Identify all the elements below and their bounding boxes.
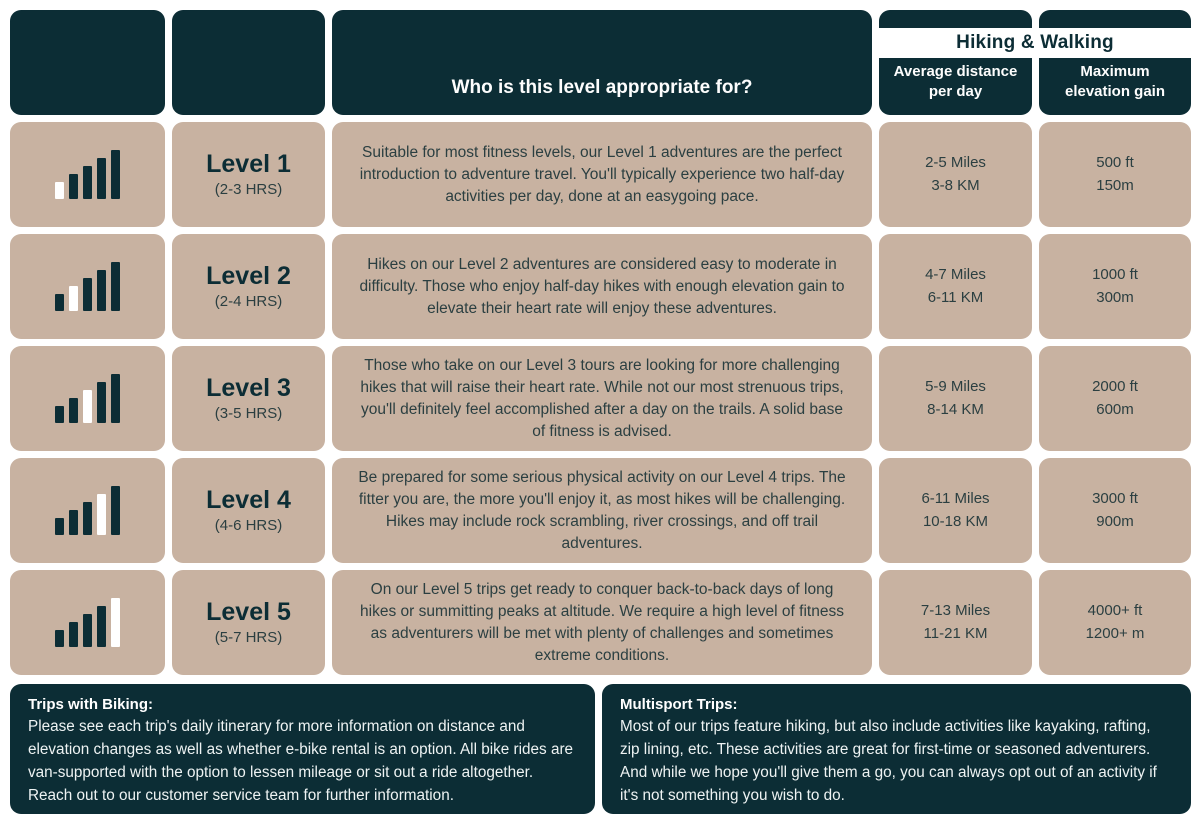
row-3-description-cell bbox=[332, 346, 872, 451]
row-1-description-cell bbox=[332, 122, 872, 227]
level-hours: (5-7 HRS) bbox=[214, 629, 283, 647]
row-4-description-cell bbox=[332, 458, 872, 563]
row-2-distance-cell bbox=[879, 234, 1032, 339]
row-4-level-cell bbox=[172, 458, 325, 563]
row-5-description-cell bbox=[332, 570, 872, 675]
row-1-distance-cell bbox=[879, 122, 1032, 227]
footnote-body: Most of our trips feature hiking, but also include activities like kayaking, rafting, zip lining, etc. These activities are great for first-time or seasoned adventurers. And while we hope you'll give them a go, you can always opt out of an activity if it's not something you wish to do. bbox=[620, 718, 1157, 804]
row-1-icon-cell bbox=[10, 122, 165, 227]
elevation-ft: 1000 ft bbox=[1092, 266, 1138, 283]
level-description: On our Level 5 trips get ready to conquer back-to-back days of long hikes or summitting peaks at altitude. We require a high level of fitness as adventurers will be met with plenty of challenges and sometimes extreme conditions. bbox=[360, 580, 844, 664]
who-title-label: Who is this level appropriate for? bbox=[451, 77, 753, 98]
fitness-bars-level-2-icon bbox=[55, 262, 120, 311]
elevation-ft: 2000 ft bbox=[1092, 378, 1138, 395]
elevation-m: 300m bbox=[1096, 288, 1134, 306]
hiking-walking-group-header bbox=[879, 28, 1191, 58]
distance-miles: 6-11 Miles bbox=[921, 490, 990, 507]
elevation-m: 150m bbox=[1096, 176, 1134, 194]
level-name: Level 4 bbox=[206, 485, 291, 514]
fitness-bars-level-5-icon bbox=[55, 598, 120, 647]
row-2-level-cell bbox=[172, 234, 325, 339]
average-distance-line2: per day bbox=[928, 82, 983, 100]
elevation-ft: 3000 ft bbox=[1092, 490, 1138, 507]
header-icon-cell-empty bbox=[10, 10, 165, 115]
row-2-elevation-cell bbox=[1039, 234, 1191, 339]
distance-km: 10-18 KM bbox=[922, 512, 989, 530]
header-level-cell-empty bbox=[172, 10, 325, 115]
distance-km: 8-14 KM bbox=[927, 400, 984, 418]
level-hours: (4-6 HRS) bbox=[214, 517, 283, 535]
maximum-elevation-line2: elevation gain bbox=[1064, 82, 1166, 100]
row-5-distance-cell bbox=[879, 570, 1032, 675]
fitness-bars-level-4-icon bbox=[55, 486, 120, 535]
maximum-elevation-line1: Maximum bbox=[1080, 62, 1150, 80]
level-hours: (2-4 HRS) bbox=[214, 293, 283, 311]
elevation-m: 1200+ m bbox=[1085, 624, 1145, 642]
trips-with-biking-note bbox=[10, 684, 595, 814]
level-name: Level 3 bbox=[206, 373, 291, 402]
row-3-distance-cell bbox=[879, 346, 1032, 451]
row-4-elevation-cell bbox=[1039, 458, 1191, 563]
row-1-level-cell bbox=[172, 122, 325, 227]
hiking-walking-label: Hiking & Walking bbox=[956, 32, 1114, 53]
elevation-m: 600m bbox=[1096, 400, 1134, 418]
elevation-ft: 4000+ ft bbox=[1087, 602, 1143, 619]
footnotes bbox=[10, 684, 1191, 814]
row-4-distance-cell bbox=[879, 458, 1032, 563]
row-3-level-cell bbox=[172, 346, 325, 451]
level-name: Level 1 bbox=[206, 149, 291, 178]
header-average-distance bbox=[879, 10, 1032, 115]
row-5-elevation-cell bbox=[1039, 570, 1191, 675]
row-5-icon-cell bbox=[10, 570, 165, 675]
row-2-icon-cell bbox=[10, 234, 165, 339]
distance-km: 6-11 KM bbox=[927, 288, 984, 306]
fitness-bars-level-3-icon bbox=[55, 374, 120, 423]
row-5-level-cell bbox=[172, 570, 325, 675]
distance-miles: 2-5 Miles bbox=[925, 154, 986, 171]
row-3-icon-cell bbox=[10, 346, 165, 451]
footnote-title: Trips with Biking: bbox=[28, 696, 154, 713]
level-description: Those who take on our Level 3 tours are looking for more challenging hikes that will raise their heart rate. While not our most strenuous trips, you'll definitely feel accomplished after a day on the trails. A solid base of fitness is advised. bbox=[360, 356, 844, 440]
row-4-icon-cell bbox=[10, 458, 165, 563]
distance-km: 3-8 KM bbox=[931, 176, 980, 194]
level-hours: (2-3 HRS) bbox=[214, 181, 283, 199]
header-who-title bbox=[332, 10, 872, 115]
row-3-elevation-cell bbox=[1039, 346, 1191, 451]
fitness-bars-level-1-icon bbox=[55, 150, 120, 199]
header-maximum-elevation bbox=[1039, 10, 1191, 115]
multisport-trips-note bbox=[602, 684, 1191, 814]
distance-miles: 7-13 Miles bbox=[920, 602, 991, 619]
distance-miles: 5-9 Miles bbox=[925, 378, 986, 395]
level-description: Suitable for most fitness levels, our Level 1 adventures are the perfect introduction to adventure travel. You'll typically experience two half-day activities per day, done at an easygoing pace. bbox=[359, 143, 845, 205]
average-distance-line1: Average distance bbox=[893, 62, 1018, 80]
level-name: Level 2 bbox=[206, 261, 291, 290]
row-1-elevation-cell bbox=[1039, 122, 1191, 227]
level-name: Level 5 bbox=[206, 597, 291, 626]
elevation-m: 900m bbox=[1096, 512, 1134, 530]
footnote-title: Multisport Trips: bbox=[620, 696, 738, 713]
level-hours: (3-5 HRS) bbox=[214, 405, 283, 423]
activity-level-table bbox=[10, 10, 1191, 675]
elevation-ft: 500 ft bbox=[1096, 154, 1134, 171]
level-description: Be prepared for some serious physical activity on our Level 4 trips. The fitter you are, the more you'll enjoy it, as most hikes will be challenging. Hikes may include rock scrambling, river crossings, and off trail adventures. bbox=[358, 468, 846, 552]
row-2-description-cell bbox=[332, 234, 872, 339]
level-description: Hikes on our Level 2 adventures are considered easy to moderate in difficulty. Those who enjoy half-day hikes with enough elevation gain to elevate their heart rate will enjoy these adventures. bbox=[359, 255, 845, 317]
distance-miles: 4-7 Miles bbox=[925, 266, 986, 283]
footnote-body: Please see each trip's daily itinerary for more information on distance and elevation changes as well as whether e-bike rental is an option. All bike rides are van-supported with the option to lessen mileage or sit out a ride altogether. Reach out to our customer service team for further information. bbox=[28, 718, 574, 804]
distance-km: 11-21 KM bbox=[923, 624, 988, 642]
